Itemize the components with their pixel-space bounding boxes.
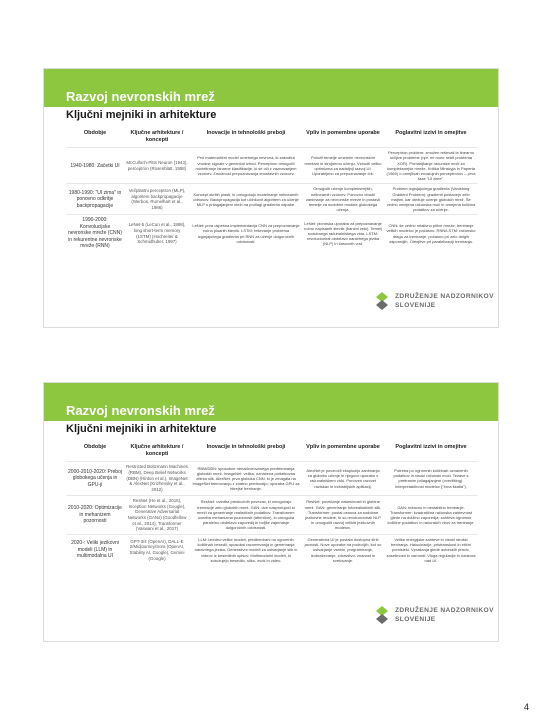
period-cell: 2000-2010-2020: Preboj globokega učenja in GPU-ji [66,462,124,496]
challenges-cell: Perceptron problem: zmožen reševati le linearno ločljive probleme (npr. ne more rešiti problema XOR). Pomanjkanje računske moči za kompleksnejše mreže. Kritika Minskyja in Paperta (1969) o omejitvah enoslojnih perceptronov – prva faza "UI zime". [384,148,478,184]
slide-subtitle: Ključni mejniki in arhitekture [66,423,217,435]
header-architecture: Ključne arhitekture / koncepti [130,130,184,143]
header-impact: Vpliv in pomembne uporabe [306,130,380,136]
table-row [66,148,478,184]
challenges-cell: Velike energijske zahteve in visoki stroški treniranja. Halucinacije, pristranskost in etični pomisleki. Vprašanja glede avtorskih pravic, zasebnosti in varnosti. Vloga regulacije in nadzora nad UI. [384,535,478,565]
innovation-cell: LeNet: prva uspešna implementacija CNN za prepoznavanje ročno pisanih številk. LSTM: reševanje problema izginjajočega gradienta pri RNN za učenje dolgoročnih odvisnosti. [190,215,302,252]
impact-cell: Položil temelje umetnim nevronskim mrežam in strojnemu učenju. Vzbudil veliko optimizma za nadaljnji razvoj UI. Uporabljeno za prepoznavanje črk. [302,148,384,184]
innovation-cell: ResNet: uvedba preskočnih povezav, ki omogočajo treniranje zelo globokih mrež. GAN: dve nasprotujoči si mreži za generiranje realističnih podatkov. Transformer: uvedba mehanizma pozornosti (attention), ki omogoča paralelno obdelavo zaporedij in boljše zajemanje dolgoročnih odvisnosti. [190,495,302,534]
architecture-cell: GPT-3/4 (OpenAI), DALL-E 2/Midjourney/Sora (OpenAI, Stability AI, Google), Gemini (Google) [124,535,190,565]
header-architecture: Ključne arhitekture / koncepti [130,444,184,457]
milestones-table [66,443,478,565]
table-row [66,462,478,496]
header-impact: Vpliv in pomembne uporabe [306,444,380,450]
header-period: Obdobje [83,444,107,450]
period-cell: 1940-1980: Začetki UI [66,148,124,184]
logo-mark-icon [374,605,390,627]
impact-cell: Omogočil učenje kompleksnejših, nelinearnih vzorcev. Ponovno obudil zanimanje za nevronske mreže in postavil temelje za sodobne modele globokega učenja. [302,184,384,215]
header-innovations: Inovacije in tehnološki preboji [206,444,286,450]
architecture-cell: LeNet-5 (LeCun et al., 1998), long short-term memory (LSTM) (Hochreiter & Schmidhuber, 1997) [124,215,190,252]
period-cell: 2020-: Veliki jezikovni modeli (LLM) in multimodalna UI [66,535,124,565]
challenges-cell: Potreba po ogromnih količinah označenih podatkov in visoki računski moči. Težave s pretiranim prilagajanjem (overfitting). Interpretabilnost modelov ("črna škatla"). [384,462,478,496]
period-cell: 1990-2000: Konvolucijske nevronske mreže (CNN) in rekurentne nevronske mreže (RNN) [66,215,124,252]
table-header-row [66,443,478,462]
logo-mark-icon [374,291,390,313]
slide-1 [43,68,499,328]
table-header-row [66,129,478,148]
challenges-cell: CNN: še vedno relativno plitve mreže; treniranje velikih modelov je počasno. RNN/LSTM: računsko drago za treniranje, počasno pri zelo dolgih zaporedjih. Omejitve pri paralelizaciji treniranja. [384,215,478,252]
challenges-cell: Problem izginjajočega gradienta (Vanishing Gradient Problem): gradienti postanejo zelo majhni, kar otežuje učenje globokih mrež. Še vedno omejena računska moč in omejena količina podatkov za učenje. [384,184,478,215]
architecture-cell: Restricted Boltzmann Machines (RBM), Deep Belief Networks (DBN) (Hinton et al.), ImageNet & AlexNet (Krizhevsky et al., 2012) [124,462,190,496]
architecture-cell: McCulloch-Pitts Neuron (1943), perceptron (Rosenblatt, 1958) [124,148,190,184]
table-row [66,184,478,215]
slide-subtitle: Ključni mejniki in arhitekture [66,109,217,121]
logo-text-line2: SLOVENIJE [395,616,436,623]
slide-title: Razvoj nevronskih mrež [66,403,215,418]
page-number: 4 [524,702,530,712]
header-period: Obdobje [83,130,107,136]
innovation-cell: RBM/DBN: sposobne nenadzorovanega predtreniranja globokih mrež. ImageNet: velika, označena podatkovna zbirka slik. AlexNet: prva globoka CNN, ki je zmagala na ImageNet tekmovanju z znatno prednostjo; uporaba GPU za hitrejše treniranje. [190,462,302,496]
logo-text-line2: SLOVENIJE [395,302,436,309]
table-row [66,495,478,534]
period-cell: 1980-1990: "UI zima" in ponovno odkritje backpropagacije [66,184,124,215]
association-logo [374,289,494,315]
innovation-cell: LLM: izredno velike modeli, predtrenirani na ogromnih količinah besedil, sposobni razumevanja in generiranja naravnega jezika. Generativni modeli za ustvarjanje slik in videov iz besedilnih opisov. Multimodalni modeli, ki združujejo besedilo, sliko, zvok in video. [190,535,302,565]
table-row [66,535,478,565]
slide-2 [43,382,499,642]
header-challenges: Poglavitni izzivi in omejitve [395,130,467,136]
impact-cell: Generativna UI je postala dostopna širši javnosti. Nove uporabe na področjih, kot so ustvarjanje vsebin, programiranje, izobraževanje, zdravstvo, znanost in svetovanje. [302,535,384,565]
logo-text-line1: ZDRUŽENJE NADZORNIKOV [395,293,494,300]
slide-title: Razvoj nevronskih mrež [66,89,215,104]
logo-text-line1: ZDRUŽENJE NADZORNIKOV [395,607,494,614]
architecture-cell: ResNet (He et al., 2015), Inception Networks (Google), Generative Adversarial Networks (GANs) (Goodfellow et al., 2014), Transformer (Vaswani et al., 2017) [124,495,190,534]
impact-cell: LeNet: pionirska uporaba za prepoznavanje ročno napisanih številk (bančni čeki). Temelj sodobnega računalniškega vida. LSTM: revolucioniral obdelavo naravnega jezika (NLP) in časovnih vrst. [302,215,384,252]
association-logo [374,603,494,629]
impact-cell: ResNet: povečanje natančnosti in globine mrež. GAN: generiranje fotorealističnih slik. Transformer: postal osnova za sodobne jezikovne modele, ki so revolucionirali NLP in omogočili razvoj velikih jezikovnih modelov. [302,495,384,534]
innovation-cell: Prvi matematični model umetnega nevrona, ki zakodira vhodne signale v generični izhod. Perceptron omogočil modeliranje binarne klasifikacije, ki se uči z zaznavanjem vzorcev. Zmožnost prepoznavanja enostavnih vzorcev. [190,148,302,184]
header-challenges: Poglavitni izzivi in omejitve [395,444,467,450]
table-row [66,215,478,252]
challenges-cell: GAN: težavno in nestabilno treniranje. Transformer: kvadratična računska zahtevnost glede na dolžino zaporedja; zahteva ogromne količine podatkov in računskih virov za treniranje. [384,495,478,534]
period-cell: 2010-2020: Optimizacije in mehanizem pozornosti [66,495,124,534]
architecture-cell: Večplastni perceptron (MLP), algoritem backpropagacije (Werbos, Rumelhart et al., 1986) [124,184,190,215]
innovation-cell: Koncept skritih plasti, ki omogočajo modeliranje nelinearnih odnosov. Backpropagacija kot učinkovit algoritem za učenje MLP s prilagajanjem uteži na podlagi gradienta napake. [190,184,302,215]
impact-cell: AlexNet je povzročil eksplozijo zanimanja za globoko učenje in njegovo uporabo v računalniškem vidu. Ponoven razcvet raziskav in industrijskih aplikacij. [302,462,384,496]
header-innovations: Inovacije in tehnološki preboji [206,130,286,136]
milestones-table [66,129,478,252]
